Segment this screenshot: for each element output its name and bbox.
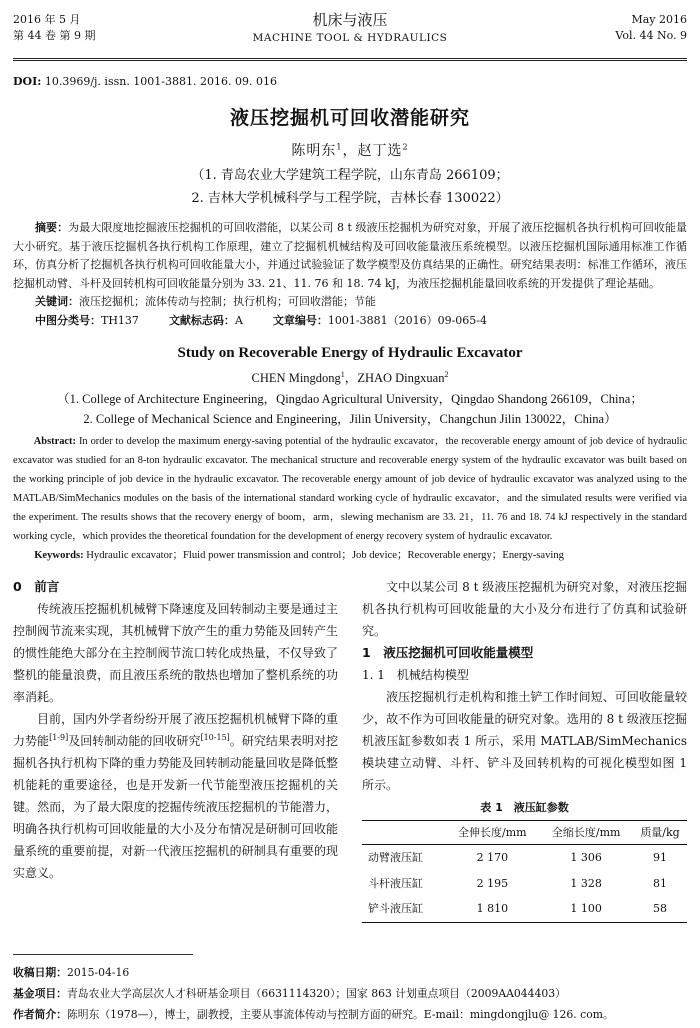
intro-paragraph-2 xyxy=(13,708,338,884)
doi-label: DOI: xyxy=(13,75,42,88)
doi-line xyxy=(13,73,687,90)
footnote-fund xyxy=(13,983,687,1004)
header-journal xyxy=(13,10,687,46)
author-1-cn: 陈明东 xyxy=(291,143,337,160)
affiliation-cn-2: 2. 吉林大学机械科学与工程学院，吉林长春 130022） xyxy=(191,191,509,207)
article-number xyxy=(273,312,487,331)
table-header-cell: 全缩长度/mm xyxy=(551,825,621,839)
table-cell: 2 195 xyxy=(476,876,509,890)
doc-value: A xyxy=(234,313,243,327)
journal-name-en: MACHINE TOOL & HYDRAULICS xyxy=(252,32,448,44)
cylinder-parameter-table xyxy=(362,820,687,923)
intro-paragraph-1: 传统液压挖掘机机械臂下降速度及回转制动主要是通过主控制阀节流来实现，其机械臂下放产生的重力势能及回转产生的惯性能绝大部分在主控制阀节流口转化成热量，不仅导致了整机的能量浪费，而且液压系统的散热也增加了整机系统的功率消耗。 xyxy=(13,602,338,705)
doc-code xyxy=(169,312,243,331)
clc-value: TH137 xyxy=(101,313,139,327)
article-label: 文章编号： xyxy=(272,313,328,327)
author-1-en: CHEN Mingdong xyxy=(251,371,341,386)
body-columns xyxy=(13,576,687,923)
keywords-cn xyxy=(13,293,687,312)
table-header-cell: 全伸长度/mm xyxy=(458,825,527,839)
journal-name-cn: 机床与液压 xyxy=(312,11,388,29)
author-2-affil-mark: 2 xyxy=(402,142,409,152)
affiliation-cn-1: （1. 青岛农业大学建筑工程学院，山东青岛 266109； xyxy=(191,168,509,184)
author-1-affil-mark: 1 xyxy=(336,142,343,152)
table-cell: 1 100 xyxy=(570,902,602,916)
citation-10-15: [10-15] xyxy=(200,733,230,743)
citation-1-9: [1-9] xyxy=(49,733,69,743)
abstract-cn xyxy=(13,219,687,293)
clc-code xyxy=(35,312,139,331)
received-date: 2015-04-16 xyxy=(66,966,130,979)
table-row xyxy=(362,871,687,897)
header-date-en: May 2016 xyxy=(631,13,687,26)
table-cell: 91 xyxy=(653,850,668,864)
table-row xyxy=(362,897,687,923)
intro-paragraph-3: 文中以某公司 8 t 级液压挖掘机为研究对象，对液压挖掘机各执行机构可回收能量的大小及分布进行了仿真和试验研究。 xyxy=(362,580,687,639)
table-header-row xyxy=(362,821,687,845)
doc-label: 文献标志码： xyxy=(168,313,235,327)
table-row xyxy=(362,845,687,871)
table-cell: 动臂液压缸 xyxy=(368,850,423,864)
header-rule xyxy=(13,58,687,61)
footnote-received xyxy=(13,962,687,983)
author-1-en-affil-mark: 1 xyxy=(340,370,345,380)
classification-line xyxy=(13,312,687,331)
doi-value: 10.3969/j. issn. 1001-3881. 2016. 09. 016 xyxy=(41,75,277,88)
bio-text: 陈明东（1978—），博士，副教授，主要从事流体传动与控制方面的研究。E-mail：mingdongjlu@ 126. com。 xyxy=(66,1008,614,1021)
running-header xyxy=(13,10,687,56)
authors-en xyxy=(13,369,687,388)
table-cell: 1 328 xyxy=(570,876,602,890)
keywords-en xyxy=(13,548,687,564)
table-cell: 斗杆液压缸 xyxy=(368,876,423,890)
footnote-rule xyxy=(13,954,193,955)
table-cell: 2 170 xyxy=(476,850,509,864)
fund-text: 青岛农业大学高层次人才科研基金项目（6631114320）；国家 863 计划重点项目（2009AA044403） xyxy=(66,987,566,1000)
author-2-en: ZHAO Dingxuan xyxy=(357,371,445,386)
table-cell: 铲斗液压缸 xyxy=(368,902,423,916)
author-en-separator: ， xyxy=(344,371,358,386)
abstract-cn-text: 为最大限度地挖掘液压挖掘机的可回收潜能，以某公司 8 t 级液压挖掘机为研究对象，开展了液压挖掘机各执行机构可回收能量大小研究。基于液压挖掘机各执行机构工作原理，建立了挖掘机机械结构及可回收能量液压系统模型。以液压挖掘机国际通用标准工作循环，仿真分析了挖掘机各执行机构可回收能量大小，并通过试验验证了数学模型及仿真结果的正确性。研究结果表明：标准工作循环，液压挖掘机动臂、斗杆及回转机构可回收能量分别为 33. 21、11. 76 和 18. 74 kJ，为液压挖掘机能量回收系统的开发提供了理论基础。 xyxy=(13,221,688,290)
title-en: Study on Recoverable Energy of Hydraulic Excavator xyxy=(177,345,523,362)
fund-label: 基金项目： xyxy=(13,987,67,1000)
abstract-cn-label: 摘要： xyxy=(35,221,69,235)
keywords-cn-text: 液压挖掘机；流体传动与控制；执行机构；可回收潜能；节能 xyxy=(79,295,376,309)
section-1-1-paragraph: 液压挖掘机行走机构和推土铲工作时间短、可回收能量较少，故不作为可回收能量的研究对象。选用的 8 t 级液压挖掘机液压缸参数如表 1 所示，采用 MATLAB/SimMechanics 模块建立动臂、斗杆、铲斗及回转机构的可视化模型如图 1 所示。 xyxy=(362,690,687,793)
header-right xyxy=(615,12,687,44)
table-1-caption: 表 1 液压缸参数 xyxy=(480,801,569,815)
authors-cn xyxy=(13,141,687,163)
left-column xyxy=(13,576,338,923)
clc-label: 中图分类号： xyxy=(35,313,101,327)
abstract-en-label: Abstract: xyxy=(33,435,76,447)
header-date-cn: 2016 年 5 月 xyxy=(13,13,81,26)
table-header-cell xyxy=(362,821,445,845)
footnote-bio xyxy=(13,1004,687,1025)
footnotes xyxy=(13,962,687,1025)
author-2-en-affil-mark: 2 xyxy=(444,370,449,380)
intro-p2-part-c: 。研究结果表明对挖掘机各执行机构下降的重力势能及回转制动能量回收是降低整机能耗的重要途径，也是开发新一代节能型液压挖掘机的关键。然而，为了最大限度的挖掘传统液压挖掘机的节能潜力，明确各执行机构可回收能量的大小及分布情况是研制可回收能量系统的重要前提，对新一代液压挖掘机的研制具有重要的现实意义。 xyxy=(13,734,338,881)
affiliation-en-1: （1. College of Architecture Engineering，Qingdao Agricultural University，Qingdao Shandong 266109，China； xyxy=(57,391,643,406)
abstract-en-text: In order to develop the maximum energy-saving potential of the hydraulic excavator，the recoverable energy amount of job device of hydraulic excavator was studied for an 8-ton hydraulic excavator. The mechanical structure and recoverable energy system of the hydraulic excavator was built based on the working principle of job device in the hydraulic excavator. The recoverable energy amount of job device of hydraulic excavator was analyzed using to the MATLAB/SimMechanics modules on the basis of the international standard working cycle of hydraulic excavator，and the simulated results were verified via the experiment. The results shows that the recovery energy of boom，arm，slewing mechanism are 33. 21，11. 76 and 18. 74 kJ respectively in the standard working cycle，which provides the theoretical foundation for the development of energy recovery system of hydraulic excavator. xyxy=(13,435,687,542)
affiliation-en-2: 2. College of Mechanical Science and Engineering，Jilin University，Changchun Jilin 130022，China） xyxy=(83,411,617,426)
right-column xyxy=(362,576,687,923)
table-cell: 58 xyxy=(653,902,668,916)
title-cn: 液压挖掘机可回收潜能研究 xyxy=(229,107,470,130)
table-cell: 81 xyxy=(653,876,668,890)
keywords-cn-label: 关键词： xyxy=(35,295,79,309)
table-cell: 1 306 xyxy=(570,850,602,864)
header-volume-en: Vol. 44 No. 9 xyxy=(615,29,687,42)
section-1-heading: 1 液压挖掘机可回收能量模型 xyxy=(362,645,534,661)
author-2-cn: 赵丁选 xyxy=(357,143,403,160)
bio-label: 作者简介： xyxy=(13,1008,67,1021)
keywords-en-label: Keywords: xyxy=(34,549,84,561)
section-0-heading: 0 前言 xyxy=(13,579,60,595)
intro-p2-part-b: 及回转制动能的回收研究 xyxy=(68,734,201,749)
author-separator: ， xyxy=(342,143,358,160)
table-header-cell: 质量/kg xyxy=(640,825,680,839)
received-label: 收稿日期： xyxy=(13,966,67,979)
article-value: 1001-3881（2016）09-065-4 xyxy=(327,313,488,327)
subsection-1-1-heading: 1. 1 机械结构模型 xyxy=(362,668,469,683)
keywords-en-text: Hydraulic excavator；Fluid power transmission and control；Job device；Recoverable energy；Energy-saving xyxy=(83,549,564,561)
intro-p2-part-a: 目前，国内外学者纷纷开展了液压挖掘机机械臂下降的重力势能 xyxy=(13,712,338,749)
header-volume-cn: 第 44 卷 第 9 期 xyxy=(13,29,96,42)
table-cell: 1 810 xyxy=(476,902,509,916)
abstract-en xyxy=(13,432,687,546)
